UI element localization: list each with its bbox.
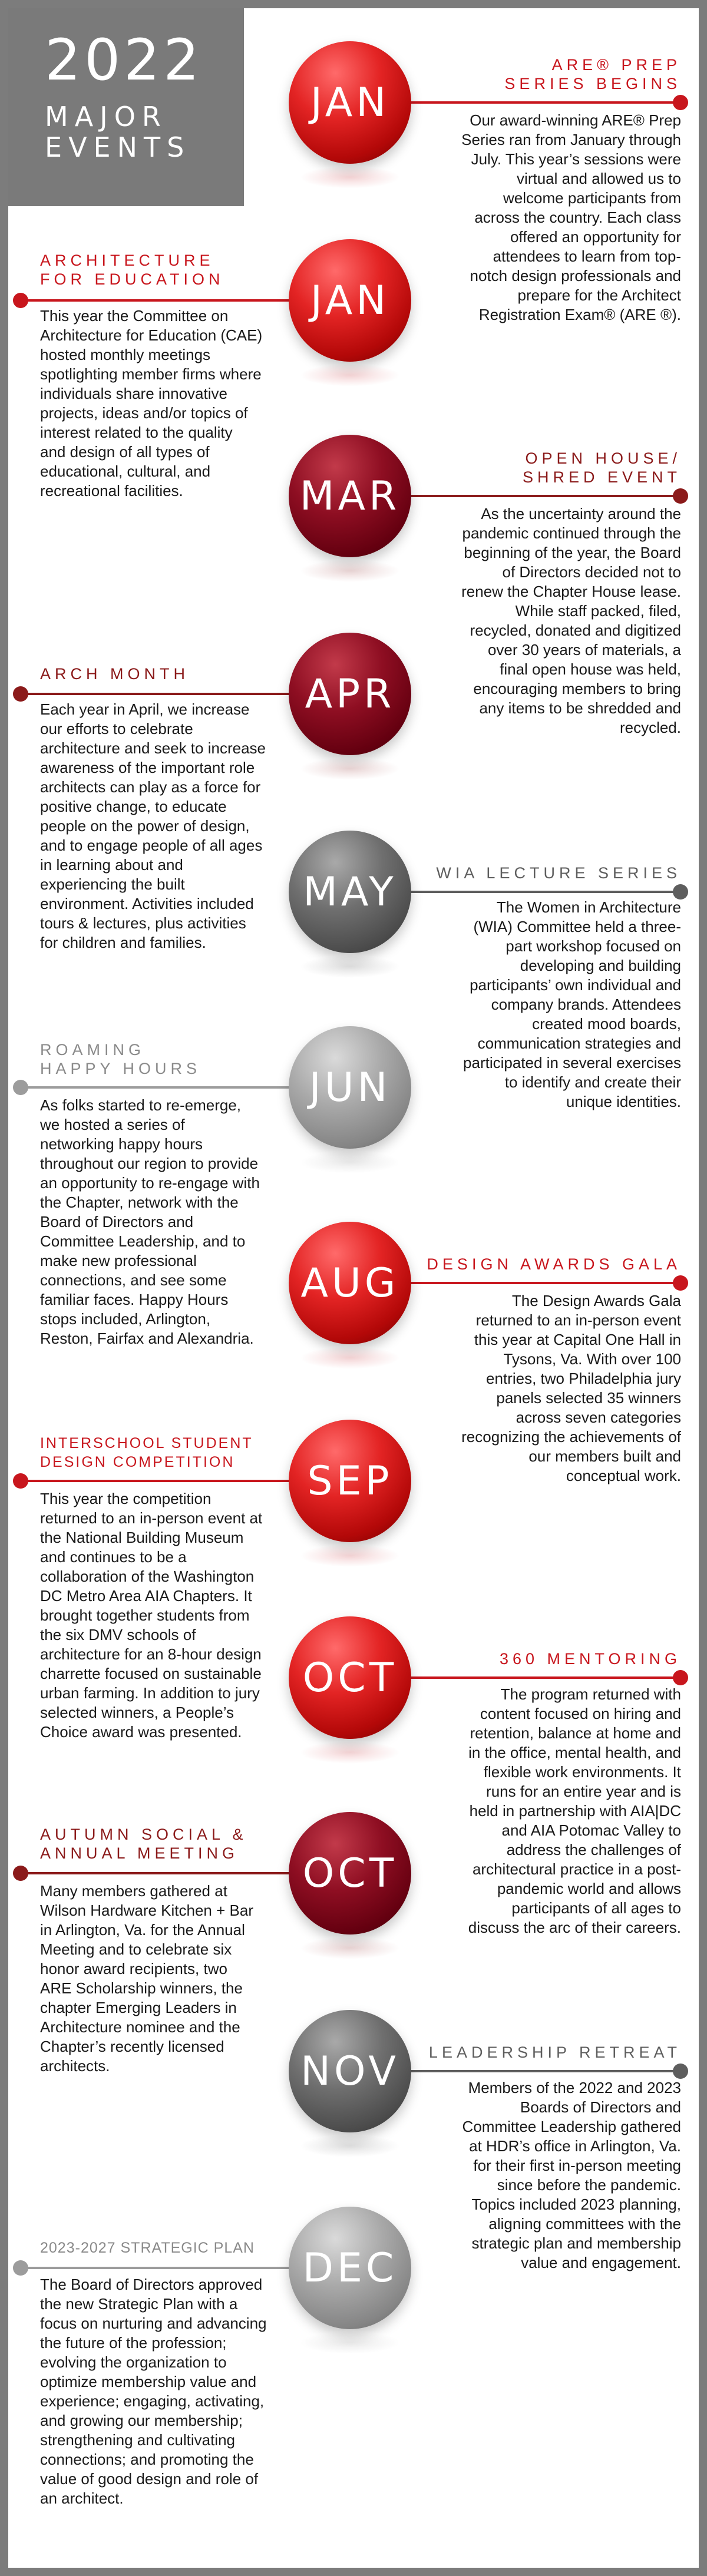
event-description-line: brought together students from bbox=[40, 1606, 250, 1624]
event-heading bbox=[422, 2043, 681, 2062]
event-description-line: recognizing the achievements of bbox=[461, 1428, 681, 1446]
connector-dot bbox=[673, 1275, 688, 1291]
event-description-line: As the uncertainty around the bbox=[481, 505, 681, 523]
event-description-line: content focused on hiring and bbox=[480, 1705, 681, 1722]
event-description-line: discuss the arc of their careers. bbox=[468, 1919, 681, 1936]
event-description-line: an opportunity to re-engage with bbox=[40, 1174, 260, 1192]
event-description-line: Chapter’s recently licensed bbox=[40, 2038, 224, 2055]
event-description-line: value of good design and role of bbox=[40, 2470, 259, 2488]
connector-dot bbox=[13, 1866, 28, 1881]
event-description-line: address the challenges of bbox=[506, 1841, 681, 1859]
title-line-1: MAJOR bbox=[45, 101, 167, 133]
month-ball: DEC bbox=[289, 2207, 411, 2329]
event-description-line: Each year in April, we increase bbox=[40, 700, 250, 718]
event-heading-line: DESIGN COMPETITION bbox=[40, 1454, 235, 1470]
event-description-line: stops included, Arlington, bbox=[40, 1310, 211, 1328]
event-description-line: the new Strategic Plan with a bbox=[40, 2295, 238, 2313]
event-heading-line: ARCH MONTH bbox=[40, 665, 189, 683]
event-description-line: pandemic continued through the bbox=[462, 524, 681, 542]
event-description-line: As folks started to re-emerge, bbox=[40, 1096, 242, 1114]
event-heading-line: 360 MENTORING bbox=[499, 1650, 681, 1668]
ball-reflection bbox=[300, 364, 400, 386]
event-description-line: people on the power of design, bbox=[40, 817, 250, 835]
event-description-line: Many members gathered at bbox=[40, 1882, 227, 1900]
event-description-line: the six DMV schools of bbox=[40, 1626, 196, 1644]
event-description-line: in learning about and bbox=[40, 856, 183, 874]
event-description-line: awareness of the important role bbox=[40, 759, 255, 776]
event-description-line: honor award recipients, two bbox=[40, 1960, 227, 1978]
event-description bbox=[40, 306, 288, 501]
event-description-line: interest related to the quality bbox=[40, 424, 233, 441]
event-description-line: entries, two Philadelphia jury bbox=[486, 1370, 681, 1387]
event-description-line: This year the competition bbox=[40, 1490, 212, 1507]
event-description-line: architectural practice in a post- bbox=[472, 1860, 681, 1878]
event-description bbox=[422, 1291, 681, 1486]
event-description-line: returned to an in-person event bbox=[475, 1311, 681, 1329]
event-description bbox=[422, 1685, 681, 1937]
month-ball: OCT bbox=[289, 1812, 411, 1935]
event-description-line: Architecture for Education (CAE) bbox=[40, 326, 263, 344]
month-ball: MAY bbox=[289, 831, 411, 953]
event-description-line: evolving the organization to bbox=[40, 2353, 227, 2371]
event-description-line: company brands. Attendees bbox=[491, 996, 681, 1013]
event-description-line: communication strategies and bbox=[477, 1034, 681, 1052]
event-description bbox=[422, 898, 681, 1112]
ball-reflection bbox=[300, 955, 400, 978]
event-description-line: to identify and create their bbox=[504, 1073, 681, 1091]
event-heading bbox=[422, 55, 681, 93]
month-ball: MAR bbox=[289, 435, 411, 557]
connector-dot bbox=[673, 488, 688, 504]
event-description-line: connections; and promoting the bbox=[40, 2451, 254, 2468]
event-description-line: and design of all types of bbox=[40, 443, 210, 461]
event-description-line: welcome participants from bbox=[503, 189, 681, 207]
event-heading bbox=[40, 1434, 288, 1471]
event-description-line: in the office, mental health, and bbox=[468, 1744, 681, 1761]
event-description-line: July. This year’s sessions were bbox=[471, 150, 681, 168]
event-description-line: environment. Activities included bbox=[40, 895, 254, 912]
event-description-line: Wilson Hardware Kitchen + Bar bbox=[40, 1902, 253, 1919]
event-heading-line: LEADERSHIP RETREAT bbox=[428, 2043, 681, 2061]
event-description-line: Boards of Directors and bbox=[520, 2098, 681, 2116]
infographic-page bbox=[8, 8, 699, 2568]
event-heading-line: WIA LECTURE SERIES bbox=[436, 864, 681, 882]
event-description-line: and growing our membership; bbox=[40, 2412, 243, 2429]
event-description-line: While staff packed, filed, bbox=[515, 602, 681, 620]
event-description-line: prepare for the Architect bbox=[517, 286, 681, 304]
event-description-line: Topics included 2023 planning, bbox=[471, 2195, 681, 2213]
event-description bbox=[422, 2078, 681, 2273]
event-description-line: recreational facilities. bbox=[40, 482, 183, 500]
event-description-line: The Women in Architecture bbox=[496, 898, 681, 916]
event-description-line: throughout our region to provide bbox=[40, 1155, 259, 1172]
title-subtitle bbox=[45, 101, 190, 163]
event-description-line: unique identities. bbox=[566, 1093, 681, 1110]
event-description bbox=[40, 1489, 288, 1742]
event-description-line: selected winners, a People’s bbox=[40, 1704, 234, 1721]
connector-dot bbox=[13, 1473, 28, 1489]
ball-reflection bbox=[300, 1545, 400, 1567]
event-description-line: pandemic world and allows bbox=[497, 1880, 681, 1897]
month-ball: SEP bbox=[289, 1420, 411, 1542]
event-description-line: focus on nurturing and advancing bbox=[40, 2314, 267, 2332]
event-heading-line: ANNUAL MEETING bbox=[40, 1844, 239, 1862]
event-heading-line: FOR EDUCATION bbox=[40, 270, 224, 288]
event-heading bbox=[40, 251, 288, 289]
event-heading-line: DESIGN AWARDS GALA bbox=[427, 1255, 681, 1273]
event-description-line: The program returned with bbox=[500, 1685, 681, 1703]
event-description-line: for children and families. bbox=[40, 934, 206, 951]
event-description-line: Series ran from January through bbox=[461, 131, 681, 148]
event-heading bbox=[40, 1825, 288, 1863]
event-description-line: Choice award was presented. bbox=[40, 1723, 242, 1741]
event-description-line: tours & lectures, plus activities bbox=[40, 914, 246, 932]
event-description-line: projects, ideas and/or topics of bbox=[40, 404, 248, 422]
event-description-line: across seven categories bbox=[516, 1408, 681, 1426]
month-ball: JUN bbox=[289, 1026, 411, 1149]
event-heading-line: ROAMING bbox=[40, 1041, 146, 1059]
event-description-line: virtual and allowed us to bbox=[517, 170, 681, 187]
ball-reflection bbox=[300, 2332, 400, 2354]
event-description-line: created mood boards, bbox=[532, 1015, 681, 1033]
event-description-line: hosted monthly meetings bbox=[40, 346, 211, 363]
event-description-line: final open house was held, bbox=[500, 660, 681, 678]
month-ball: NOV bbox=[289, 2010, 411, 2132]
event-description-line: Meeting and to celebrate six bbox=[40, 1940, 232, 1958]
event-description-line: attendees to learn from top- bbox=[493, 247, 681, 265]
event-description-line: developing and building bbox=[520, 957, 681, 974]
event-description-line: retention, balance at home and bbox=[470, 1724, 681, 1742]
event-description-line: Registration Exam® (ARE ®). bbox=[478, 306, 681, 323]
event-description-line: architecture and seek to increase bbox=[40, 739, 266, 757]
event-heading-line: OPEN HOUSE/ bbox=[525, 449, 681, 467]
event-description-line: collaboration of the Washington bbox=[40, 1568, 255, 1585]
event-description-line: chapter Emerging Leaders in bbox=[40, 1999, 237, 2016]
event-description-line: and AIA Potomac Valley to bbox=[501, 1821, 681, 1839]
event-description-line: recycled. bbox=[619, 719, 681, 736]
event-description-line: make new professional bbox=[40, 1252, 197, 1269]
event-description-line: flexible work environments. It bbox=[483, 1763, 681, 1781]
event-description-line: runs for an entire year and is bbox=[486, 1783, 681, 1800]
event-heading-line: ARCHITECTURE bbox=[40, 252, 214, 269]
connector-dot bbox=[13, 2260, 28, 2276]
ball-reflection bbox=[300, 2135, 400, 2157]
month-ball: OCT bbox=[289, 1616, 411, 1739]
event-description-line: The Design Awards Gala bbox=[511, 1292, 681, 1310]
event-heading-line: SHRED EVENT bbox=[522, 468, 681, 486]
title-line-2: EVENTS bbox=[45, 131, 191, 163]
event-description-line: the Chapter, network with the bbox=[40, 1193, 239, 1211]
event-description bbox=[422, 504, 681, 738]
event-description-line: part workshop focused on bbox=[506, 937, 681, 955]
month-ball: APR bbox=[289, 633, 411, 755]
connector-dot bbox=[13, 293, 28, 308]
event-description-line: strategic plan and membership bbox=[471, 2234, 681, 2252]
event-description-line: spotlighting member firms where bbox=[40, 365, 262, 383]
event-description-line: Committee Leadership, and to bbox=[40, 1232, 246, 1250]
event-description-line: we hosted a series of bbox=[40, 1116, 185, 1133]
month-ball: JAN bbox=[289, 239, 411, 362]
event-description-line: Tysons, Va. With over 100 bbox=[503, 1350, 681, 1368]
event-description-line: Committee Leadership gathered bbox=[462, 2118, 681, 2135]
event-description-line: architecture for an 8-hour design bbox=[40, 1645, 262, 1663]
event-heading bbox=[422, 1255, 681, 1274]
event-description bbox=[40, 2275, 288, 2508]
month-ball: AUG bbox=[289, 1222, 411, 1344]
event-description-line: The Board of Directors approved bbox=[40, 2276, 263, 2293]
event-description-line: returned to an in-person event at bbox=[40, 1509, 263, 1527]
title-year: 2022 bbox=[45, 27, 203, 93]
event-description-line: beginning of the year, the Board bbox=[464, 544, 681, 561]
event-description-line: networking happy hours bbox=[40, 1135, 203, 1153]
event-description-line: our efforts to celebrate bbox=[40, 720, 193, 738]
event-heading-line: INTERSCHOOL STUDENT bbox=[40, 1435, 253, 1451]
ball-reflection bbox=[300, 758, 400, 780]
event-description-line: experience; engaging, activating, bbox=[40, 2392, 265, 2410]
event-description-line: individuals share innovative bbox=[40, 385, 227, 402]
event-description-line: educational, cultural, and bbox=[40, 462, 211, 480]
event-description-line: recycled, donated and digitized bbox=[470, 621, 681, 639]
event-description-line: strengthening and cultivating bbox=[40, 2431, 236, 2449]
event-description-line: architects. bbox=[40, 2057, 110, 2075]
event-heading bbox=[422, 449, 681, 487]
event-heading bbox=[40, 664, 288, 683]
event-description-line: this year at Capital One Hall in bbox=[474, 1331, 681, 1348]
event-description-line: held in partnership with AIA|DC bbox=[469, 1802, 681, 1820]
event-description-line: conceptual work. bbox=[566, 1467, 681, 1484]
event-description-line: positive change, to educate bbox=[40, 798, 227, 815]
event-description-line: Board of Directors and bbox=[40, 1213, 194, 1231]
event-heading bbox=[422, 1649, 681, 1668]
event-description-line: (WIA) Committee held a three- bbox=[473, 918, 681, 935]
event-description-line: participants of all ages to bbox=[511, 1899, 681, 1917]
connector-dot bbox=[13, 686, 28, 702]
event-description-line: urban farming. In addition to jury bbox=[40, 1684, 260, 1702]
event-description-line: for their first in-person meeting bbox=[473, 2157, 681, 2174]
ball-reflection bbox=[300, 1937, 400, 1959]
event-description-line: value and engagement. bbox=[521, 2254, 681, 2271]
event-description-line: over 30 years of materials, a bbox=[487, 641, 681, 659]
event-description-line: DC Metro Area AIA Chapters. It bbox=[40, 1587, 252, 1605]
event-description-line: in Arlington, Va. for the Annual bbox=[40, 1921, 245, 1939]
event-description-line: connections, and see some bbox=[40, 1271, 227, 1289]
event-description-line: and to engage people of all ages bbox=[40, 836, 263, 854]
event-description-line: experiencing the built bbox=[40, 875, 185, 893]
event-heading bbox=[40, 2238, 288, 2257]
event-description-line: renew the Chapter House lease. bbox=[461, 583, 681, 600]
title-block bbox=[8, 8, 244, 206]
ball-reflection bbox=[300, 1151, 400, 1173]
event-description-line: any items to be shredded and bbox=[479, 699, 681, 717]
event-description-line: panels selected 35 winners bbox=[496, 1389, 681, 1407]
event-description-line: our members built and bbox=[528, 1447, 681, 1465]
event-description bbox=[40, 1881, 288, 2076]
event-description-line: the National Building Museum bbox=[40, 1529, 244, 1546]
event-description-line: This year the Committee on bbox=[40, 307, 229, 325]
event-description-line: ARE Scholarship winners, the bbox=[40, 1979, 243, 1997]
ball-reflection bbox=[300, 1741, 400, 1764]
event-description-line: at HDR’s office in Arlington, Va. bbox=[469, 2137, 681, 2155]
event-heading-line: SERIES BEGINS bbox=[504, 75, 681, 92]
event-heading-line: 2023-2027 STRATEGIC PLAN bbox=[40, 2240, 255, 2256]
ball-reflection bbox=[300, 166, 400, 189]
event-description-line: notch design professionals and bbox=[470, 267, 681, 285]
event-description-line: since before the pandemic. bbox=[497, 2176, 681, 2194]
event-description-line: aligning committees with the bbox=[488, 2215, 681, 2233]
event-description-line: of Directors decided not to bbox=[502, 563, 681, 581]
event-heading-line: AUTUMN SOCIAL & bbox=[40, 1826, 247, 1843]
event-description bbox=[40, 700, 288, 953]
event-description bbox=[40, 1096, 288, 1348]
event-description bbox=[422, 111, 681, 325]
event-description-line: participants’ own individual and bbox=[470, 976, 681, 994]
connector-dot bbox=[673, 1670, 688, 1685]
event-description-line: Our award-winning ARE® Prep bbox=[470, 111, 681, 129]
event-description-line: architects can play as a force for bbox=[40, 778, 261, 796]
ball-reflection bbox=[300, 1347, 400, 1369]
event-description-line: an architect. bbox=[40, 2489, 124, 2507]
event-description-line: familiar faces. Happy Hours bbox=[40, 1291, 229, 1308]
connector-dot bbox=[673, 95, 688, 110]
event-description-line: the future of the profession; bbox=[40, 2334, 227, 2352]
month-ball: JAN bbox=[289, 41, 411, 164]
connector-dot bbox=[13, 1080, 28, 1095]
event-heading bbox=[422, 864, 681, 882]
ball-reflection bbox=[300, 560, 400, 582]
connector-dot bbox=[673, 2064, 688, 2079]
event-description-line: encouraging members to bring bbox=[473, 680, 681, 697]
event-description-line: optimize membership value and bbox=[40, 2373, 257, 2390]
event-heading-line: ARE® PREP bbox=[551, 56, 681, 74]
event-heading bbox=[40, 1040, 288, 1078]
event-description-line: charrette focused on sustainable bbox=[40, 1665, 262, 1682]
event-description-line: Reston, Fairfax and Alexandria. bbox=[40, 1330, 254, 1347]
event-description-line: and continues to be a bbox=[40, 1548, 187, 1566]
event-description-line: Members of the 2022 and 2023 bbox=[468, 2079, 681, 2096]
event-description-line: across the country. Each class bbox=[474, 209, 681, 226]
event-description-line: Architecture nominee and the bbox=[40, 2018, 240, 2036]
event-description-line: offered an opportunity for bbox=[510, 228, 681, 246]
event-description-line: participated in several exercises bbox=[463, 1054, 681, 1072]
event-heading-line: HAPPY HOURS bbox=[40, 1060, 201, 1077]
